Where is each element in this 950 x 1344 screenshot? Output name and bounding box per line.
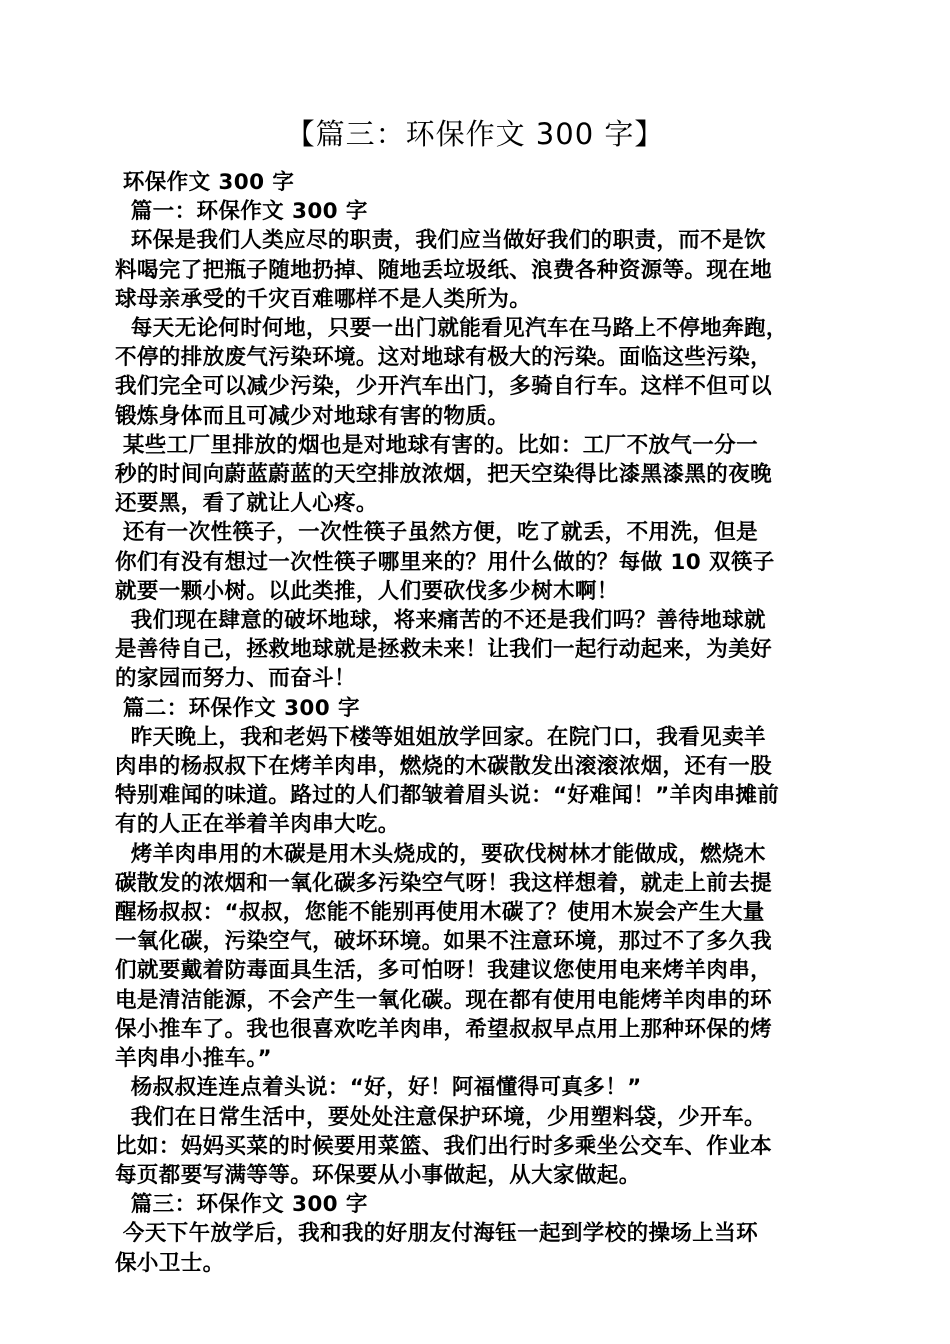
text-line: 保小卫士。	[115, 1250, 225, 1276]
text-line: 有的人正在举着羊肉串大吃。	[115, 812, 400, 838]
text-line: 我们在日常生活中，要处处注意保护环境，少用塑料袋，少开车。	[115, 1104, 766, 1130]
text-line: 你们有没有想过一次性筷子哪里来的？用什么做的？每做 10 双筷子	[115, 549, 775, 575]
document-title: 【篇三：环保作文 300 字】	[285, 117, 665, 151]
text-line: 料喝完了把瓶子随地扔掉、随地丢垃圾纸、浪费各种资源等。现在地	[115, 257, 773, 283]
text-line: 环保是我们人类应尽的职责，我们应当做好我们的职责，而不是饮	[115, 228, 766, 254]
section-heading: 篇三：环保作文 300 字	[115, 1192, 368, 1218]
text-line: 一氧化碳，污染空气，破坏环境。如果不注意环境，那过不了多久我	[115, 929, 773, 955]
text-line: 醒杨叔叔：“叔叔，您能不能别再使用木碳了？使用木炭会产生大量	[115, 900, 765, 926]
text-line: 烤羊肉串用的木碳是用木头烧成的，要砍伐树林才能做成，燃烧木	[115, 841, 766, 867]
text-line: 某些工厂里排放的烟也是对地球有害的。比如：工厂不放气一分一	[115, 432, 758, 458]
text-line: 们就要戴着防毒面具生活，多可怕呀！我建议您使用电来烤羊肉串，	[115, 958, 773, 984]
text-line: 就要一颗小树。以此类推，人们要砍伐多少树木啊！	[115, 578, 619, 604]
text-line: 杨叔叔连连点着头说：“好，好！阿福懂得可真多！”	[115, 1075, 642, 1101]
text-line: 每页都要写满等等。环保要从小事做起，从大家做起。	[115, 1162, 641, 1188]
text-line: 今天下午放学后，我和我的好朋友付海钰一起到学校的操场上当环	[115, 1221, 758, 1247]
text-line: 的家园而努力、而奋斗！	[115, 666, 356, 692]
text-line: 还要黑，看了就让人心疼。	[115, 491, 378, 517]
text-line: 是善待自己，拯救地球就是拯救未来！让我们一起行动起来，为美好	[115, 637, 773, 663]
document-body	[115, 168, 840, 1278]
section-heading: 篇一：环保作文 300 字	[115, 199, 368, 225]
section-heading: 篇二：环保作文 300 字	[115, 695, 360, 721]
text-line: 锻炼身体而且可减少对地球有害的物质。	[115, 403, 510, 429]
text-line: 秒的时间向蔚蓝蔚蓝的天空排放浓烟，把天空染得比漆黑漆黑的夜晚	[115, 462, 773, 488]
text-line: 还有一次性筷子，一次性筷子虽然方便，吃了就丢，不用洗，但是	[115, 520, 758, 546]
text-line: 电是清洁能源，不会产生一氧化碳。现在都有使用电能烤羊肉串的环	[115, 987, 773, 1013]
text-line: 不停的排放废气污染环境。这对地球有极大的污染。面临这些污染，	[115, 345, 773, 371]
text-line: 球母亲承受的千灾百难哪样不是人类所为。	[115, 286, 532, 312]
text-line: 保小推车了。我也很喜欢吃羊肉串，希望叔叔早点用上那种环保的烤	[115, 1016, 773, 1042]
text-line: 特别难闻的味道。路过的人们都皱着眉头说：“好难闻！”羊肉串摊前	[115, 783, 780, 809]
text-line: 每天无论何时何地，只要一出门就能看见汽车在马路上不停地奔跑，	[115, 316, 788, 342]
text-line: 比如：妈妈买菜的时候要用菜篮、我们出行时多乘坐公交车、作业本	[115, 1133, 773, 1159]
text-line: 羊肉串小推车。”	[115, 1046, 273, 1072]
text-line: 肉串的杨叔叔下在烤羊肉串，燃烧的木碳散发出滚滚浓烟，还有一股	[115, 754, 773, 780]
text-line: 我们现在肆意的破坏地球，将来痛苦的不还是我们吗？善待地球就	[115, 608, 766, 634]
text-line: 我们完全可以减少污染，少开汽车出门，多骑自行车。这样不但可以	[115, 374, 773, 400]
text-line: 昨天晚上，我和老妈下楼等姐姐放学回家。在院门口，我看见卖羊	[115, 724, 766, 750]
text-line: 碳散发的浓烟和一氧化碳多污染空气呀！我这样想着，就走上前去提	[115, 870, 773, 896]
text-line: 环保作文 300 字	[115, 170, 295, 195]
